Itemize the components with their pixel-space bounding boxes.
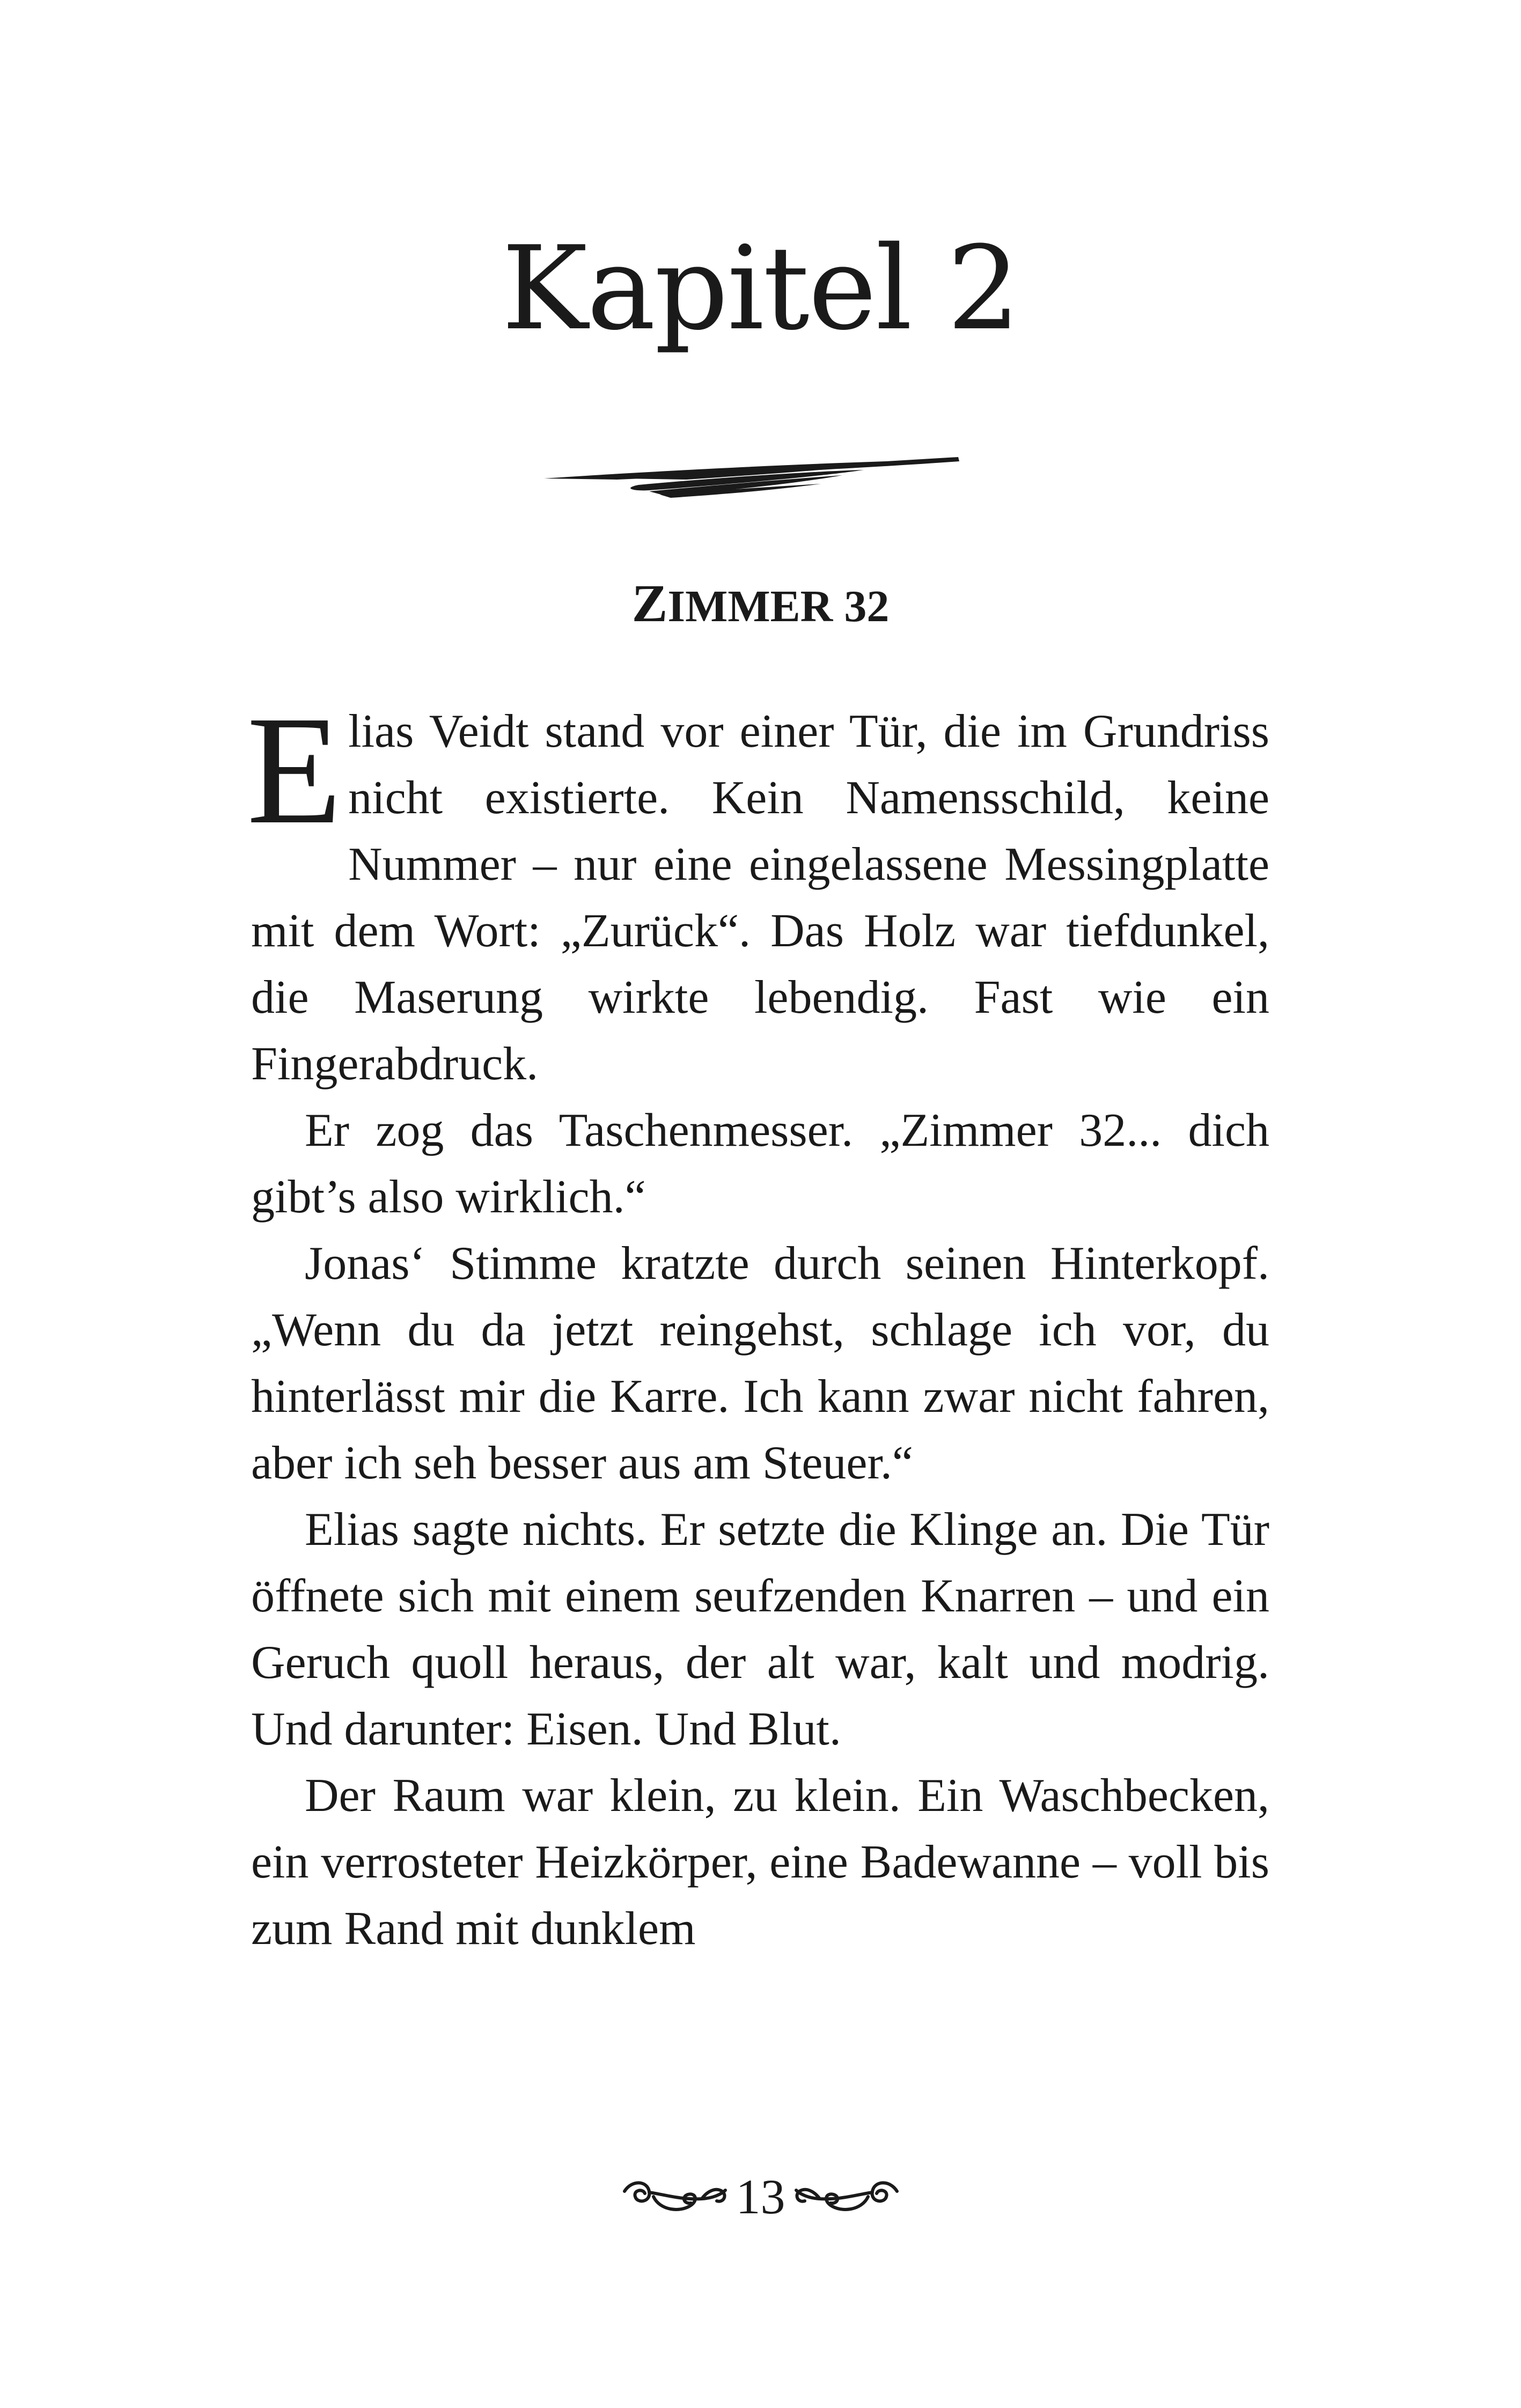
paragraph-text: lias Veidt stand vor einer Tür, die im Grundriss nicht existierte. Kein Namensschild, keine Nummer – nur eine eingelassene Messingplatte mit dem Wort: „Zurück“. Das Holz war tiefdunkel, die Maserung wirkte lebendig. Fast wie ein Fingerabdruck. [251,705,1269,1090]
flourish-right-icon [793,2175,900,2218]
section-heading-rest: IMMER 32 [667,581,890,631]
paragraph [247,684,1269,1098]
paragraph: Jonas‘ Stimme kratzte durch seinen Hinterkopf. „Wenn du da jetzt reingehst, schlage ich vor, du hinterlässt mir die Karre. Ich kann zwar nicht fahren, aber ich seh besser aus am Steuer.“ [251,1238,1269,1489]
page-footer [0,2167,1521,2226]
paragraph: Elias sagte nichts. Er setzte die Klinge an. Die Tür öffnete sich mit einem seufzenden Knarren – und ein Geruch quoll heraus, der alt war, kalt und modrig. Und darunter: Eisen. Und Blut. [251,1504,1269,1755]
brush-stroke-divider-icon [542,445,960,504]
section-heading-lead: Z [631,573,668,633]
drop-cap: E [247,684,342,856]
paragraph: Er zog das Taschenmesser. „Zimmer 32... dich gibt’s also wirklich.“ [251,1104,1269,1223]
page-number: 13 [736,2169,785,2224]
chapter-title: Kapitel 2 [502,221,1019,356]
section-heading [0,573,1521,633]
flourish-left-icon [621,2175,729,2218]
paragraph: Der Raum war klein, zu klein. Ein Waschbecken, ein verrosteter Heizkörper, eine Badewanne – voll bis zum Rand mit dunklem [251,1770,1269,1955]
body-text [247,684,1269,1962]
